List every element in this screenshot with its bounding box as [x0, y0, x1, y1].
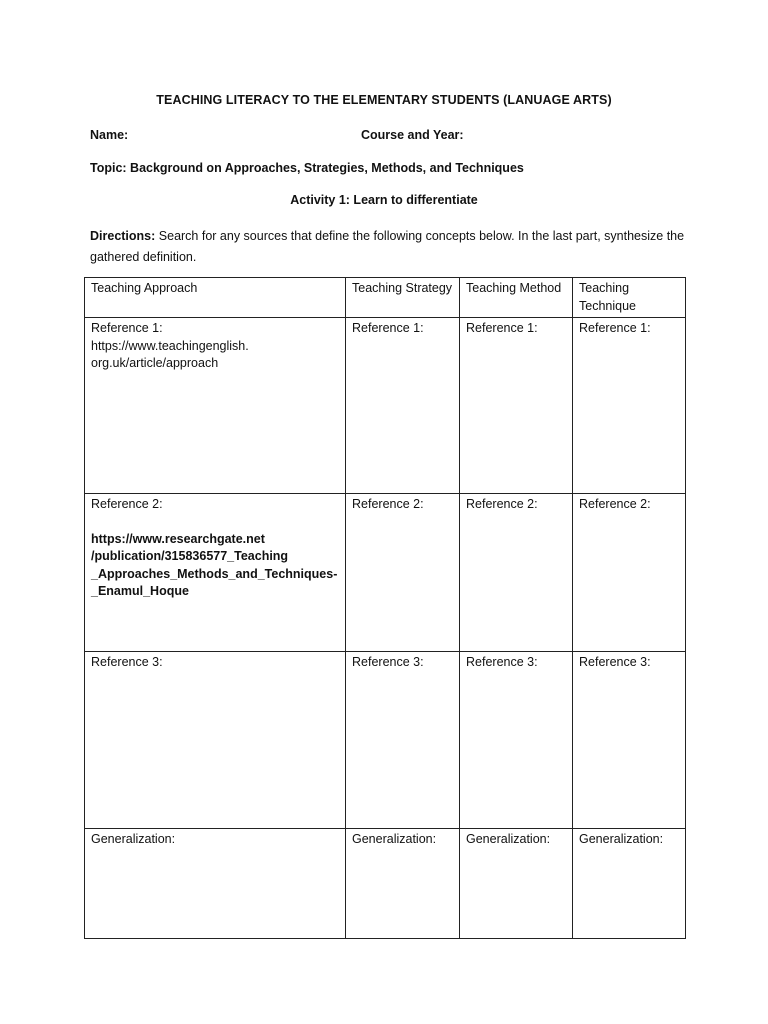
- table-header-row: [85, 278, 686, 318]
- cell-method-reference-2[interactable]: Reference 2:: [460, 494, 573, 652]
- reference-url-line: _Approaches_Methods_and_Techniques-: [91, 566, 338, 581]
- reference-url-line: /publication/315836577_Teaching: [91, 549, 289, 563]
- course-and-year-label: Course and Year:: [361, 128, 464, 142]
- table-row-reference-2: [85, 494, 686, 652]
- header-teaching-approach: Teaching Approach: [85, 278, 346, 318]
- topic-line: Topic: Background on Approaches, Strategies, Methods, and Techniques: [90, 161, 524, 175]
- header-teaching-method: Teaching Method: [460, 278, 573, 318]
- cell-technique-reference-3[interactable]: Reference 3:: [573, 652, 686, 829]
- blank-line: [91, 514, 339, 531]
- document-title: TEACHING LITERACY TO THE ELEMENTARY STUDENTS (LANUAGE ARTS): [156, 93, 612, 107]
- cell-label: Reference 2:: [91, 497, 163, 511]
- concept-table: [84, 277, 686, 939]
- cell-strategy-reference-1[interactable]: Reference 1:: [346, 318, 460, 494]
- cell-approach-reference-2[interactable]: [85, 494, 346, 652]
- directions-text: Search for any sources that define the following concepts below. In the last part, synthesize the gathered definition.: [90, 229, 685, 264]
- header-teaching-technique: Teaching Technique: [573, 278, 686, 318]
- cell-approach-generalization[interactable]: Generalization:: [85, 829, 346, 939]
- name-label: Name:: [90, 128, 129, 142]
- directions-label: Directions:: [90, 229, 156, 243]
- cell-approach-reference-1[interactable]: [85, 318, 346, 494]
- header-teaching-strategy: Teaching Strategy: [346, 278, 460, 318]
- table-row-reference-1: [85, 318, 686, 494]
- directions-paragraph: [90, 226, 690, 268]
- cell-method-reference-1[interactable]: Reference 1:: [460, 318, 573, 494]
- reference-url-line: _Enamul_Hoque: [91, 584, 189, 598]
- cell-strategy-reference-2[interactable]: Reference 2:: [346, 494, 460, 652]
- cell-strategy-reference-3[interactable]: Reference 3:: [346, 652, 460, 829]
- cell-label: Reference 1:: [91, 321, 163, 335]
- reference-url-line: https://www.teachingenglish.: [91, 338, 249, 353]
- cell-method-generalization[interactable]: Generalization:: [460, 829, 573, 939]
- table-row-generalization: [85, 829, 686, 939]
- cell-approach-reference-3[interactable]: Reference 3:: [85, 652, 346, 829]
- activity-heading: Activity 1: Learn to differentiate: [290, 193, 478, 207]
- cell-technique-generalization[interactable]: Generalization:: [573, 829, 686, 939]
- cell-technique-reference-2[interactable]: Reference 2:: [573, 494, 686, 652]
- table-row-reference-3: [85, 652, 686, 829]
- reference-url-line: org.uk/article/approach: [91, 356, 219, 370]
- cell-technique-reference-1[interactable]: Reference 1:: [573, 318, 686, 494]
- cell-strategy-generalization[interactable]: Generalization:: [346, 829, 460, 939]
- cell-method-reference-3[interactable]: Reference 3:: [460, 652, 573, 829]
- reference-url-line: https://www.researchgate.net: [91, 531, 265, 546]
